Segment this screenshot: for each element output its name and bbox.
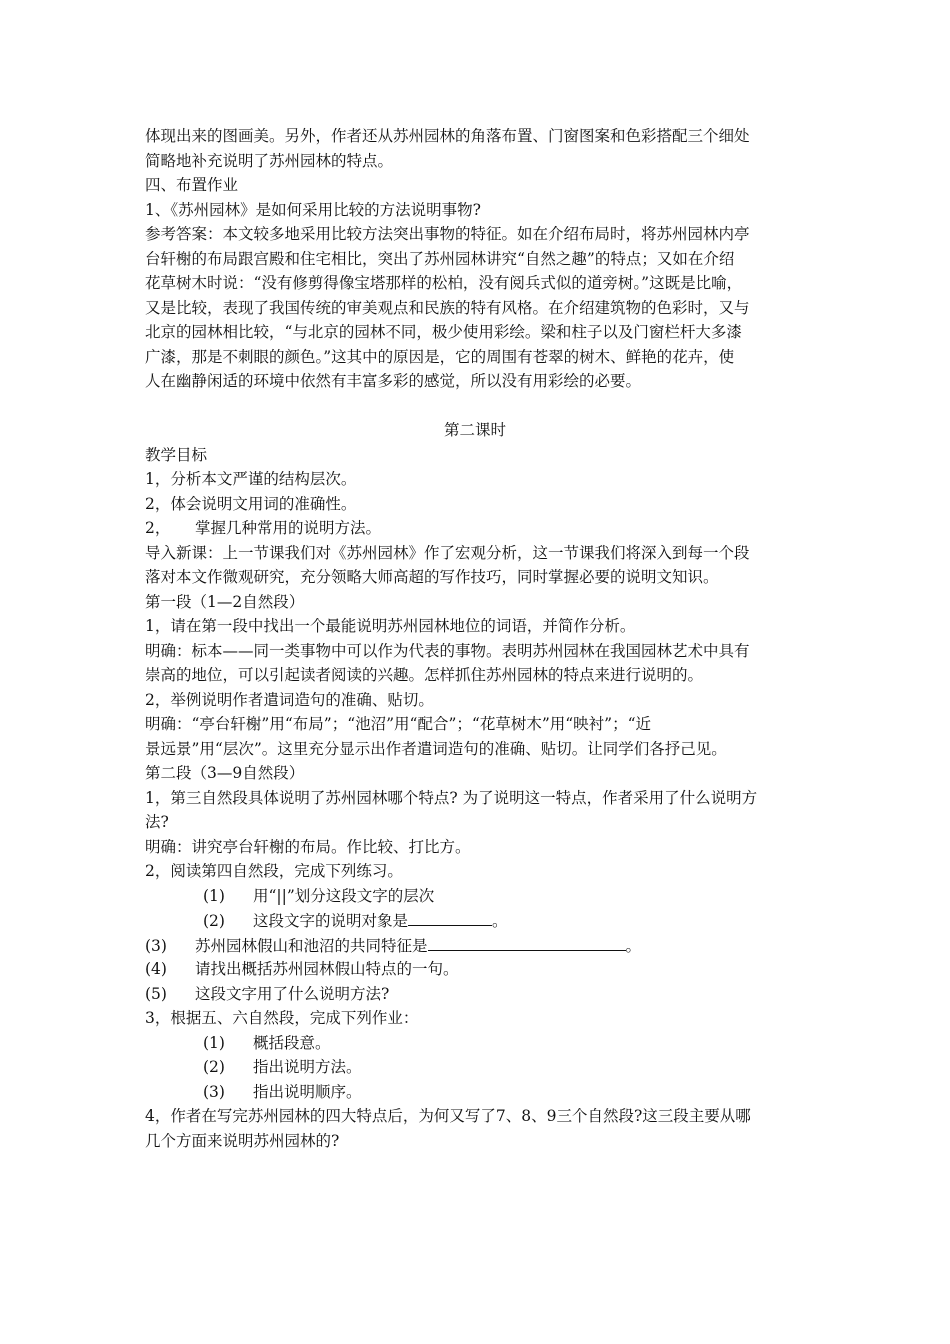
exercise-tail: 。 (625, 936, 642, 955)
exercise-number: (4) (145, 960, 167, 978)
exercise-text: 请找出概括苏州园林假山特点的一句。 (195, 960, 459, 978)
answer-line: 参考答案：本文较多地采用比较方法突出事物的特征。如在介绍布局时，将苏州园林内亭 (145, 225, 750, 243)
section-line: 2，阅读第四自然段，完成下列练习。 (145, 862, 403, 880)
lesson-title: 第二课时 (443, 421, 506, 439)
goal-item: 2，体会说明文用词的准确性。 (145, 494, 357, 513)
exercise-text: 指出说明方法。 (253, 1058, 362, 1076)
section-heading: 第一段（1—2自然段） (145, 592, 305, 611)
goal-item: 1，分析本文严谨的结构层次。 (145, 470, 357, 488)
section-line: 明确：讲究亭台轩榭的布局。作比较、打比方。 (145, 837, 471, 856)
exercise-number: (2) (203, 912, 225, 930)
section-heading: 第二段（3—9自然段） (145, 764, 305, 782)
exercise-text: 用“||”划分这段文字的层次 (253, 886, 435, 905)
goals-heading: 教学目标 (145, 445, 208, 464)
section-line: 明确：“亭台轩榭”用“布局”；“池沼”用“配合”；“花草树木”用“映衬”；“近 (145, 715, 652, 733)
section-line: 1，第三自然段具体说明了苏州园林哪个特点? 为了说明这一特点，作者采用了什么说明方 (145, 788, 758, 807)
answer-blank (408, 908, 492, 926)
question-line: 几个方面来说明苏州园林的? (145, 1131, 340, 1150)
goal-item (145, 516, 805, 541)
exercise-number: (5) (145, 984, 167, 1003)
exercise-number: (3) (145, 936, 167, 955)
exercise-tail: 。 (492, 912, 508, 930)
section-line: 1，请在第一段中找出一个最能说明苏州园林地位的词语，并简作分析。 (145, 617, 636, 635)
exercise-text: 指出说明顺序。 (253, 1082, 362, 1101)
exercise-item (145, 1055, 805, 1080)
paragraph-line: 简略地补充说明了苏州园林的特点。 (145, 151, 394, 170)
exercise-number: (1) (203, 1033, 225, 1052)
section-line: 2，举例说明作者遣词造句的准确、贴切。 (145, 690, 434, 709)
blank-line (145, 394, 805, 419)
section-line: 明确：标本——同一类事物中可以作为代表的事物。表明苏州园林在我国园林艺术中具有 (145, 641, 750, 660)
exercise-item (145, 982, 805, 1007)
exercise-item (145, 1080, 805, 1105)
answer-line: 台轩榭的布局跟宫殿和住宅相比，突出了苏州园林讲究“自然之趣”的特点；又如在介绍 (145, 249, 735, 268)
exercise-number: (3) (203, 1082, 225, 1101)
question-line: 3，根据五、六自然段，完成下列作业： (145, 1009, 419, 1027)
section-line: 法? (145, 813, 169, 831)
exercise-number: (1) (203, 886, 225, 905)
exercise-text: 苏州园林假山和池沼的共同特征是 (195, 936, 428, 955)
paragraph-line: 体现出来的图画美。另外，作者还从苏州园林的角落布置、门窗图案和色彩搭配三个细处 (145, 127, 750, 145)
answer-blank (428, 933, 626, 951)
question-line: 4，作者在写完苏州园林的四大特点后，为何又写了7、8、9三个自然段?这三段主要从哪 (145, 1107, 751, 1125)
answer-line: 花草树木时说：“没有修剪得像宝塔那样的松柏，没有阅兵式似的道旁树。”这既是比喻， (145, 274, 743, 292)
exercise-text: 概括段意。 (253, 1033, 331, 1052)
exercise-item (145, 908, 805, 933)
section-line: 景远景”用“层次”。这里充分显示出作者遣词造句的准确、贴切。让同学们各抒己见。 (145, 739, 727, 758)
answer-line: 又是比较，表现了我国传统的审美观点和民族的特有风格。在介绍建筑物的色彩时，又与 (145, 298, 750, 317)
goal-text: 掌握几种常用的说明方法。 (195, 519, 382, 537)
exercise-text: 这段文字的说明对象是 (253, 912, 409, 930)
question-line: 1、《苏州园林》是如何采用比较的方法说明事物? (145, 200, 481, 219)
section-heading: 四、布置作业 (145, 176, 239, 194)
exercise-item (145, 1031, 805, 1056)
intro-line: 导入新课：上一节课我们对《苏州园林》作了宏观分析，这一节课我们将深入到每一个段 (145, 543, 750, 562)
answer-line: 北京的园林相比较，“与北京的园林不同，极少使用彩绘。梁和柱子以及门窗栏杆大多漆 (145, 323, 742, 341)
exercise-text: 这段文字用了什么说明方法? (195, 984, 390, 1003)
answer-line: 人在幽静闲适的环境中依然有丰富多彩的感觉，所以没有用彩绘的必要。 (145, 372, 642, 390)
answer-line: 广漆，那是不刺眼的颜色。”这其中的原因是，它的周围有苍翠的树木、鲜艳的花卉，使 (145, 347, 735, 366)
exercise-number: (2) (203, 1058, 225, 1076)
intro-line: 落对本文作微观研究，充分领略大师高超的写作技巧，同时掌握必要的说明文知识。 (145, 568, 719, 586)
exercise-item (145, 884, 805, 909)
document-body (145, 124, 805, 1153)
section-line: 崇高的地位，可以引起读者阅读的兴趣。怎样抓住苏州园林的特点来进行说明的。 (145, 666, 704, 684)
exercise-item (145, 933, 805, 958)
goal-number: 2， (145, 519, 171, 537)
exercise-item (145, 957, 805, 982)
